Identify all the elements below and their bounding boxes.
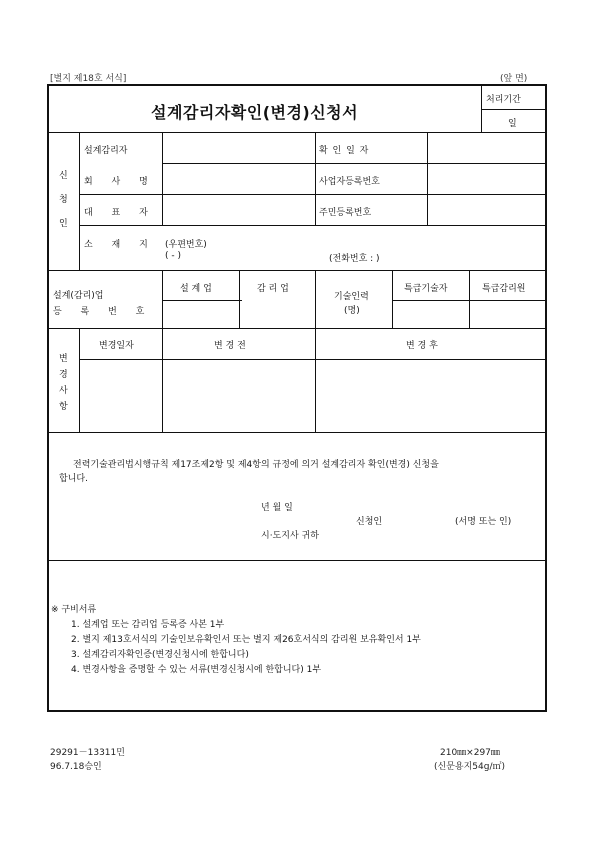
processing-period-value: 일 — [508, 119, 517, 129]
changes-section-char: 변 — [59, 354, 68, 364]
postal-code-blank: ( - ) — [165, 251, 181, 261]
technical-staff-unit: (명) — [344, 306, 360, 316]
applicant-section-char: 청 — [59, 195, 68, 205]
change-date-header: 변경일자 — [99, 341, 134, 351]
registration-label-top: 설계(감리)업 — [53, 291, 104, 301]
required-document-item: 4. 변경사항을 증명할 수 있는 서류(변경신청시에 한합니다) 1부 — [71, 665, 322, 675]
paper-size: 210㎜×297㎜ — [440, 748, 500, 758]
before-change-header: 변 경 전 — [214, 341, 246, 351]
special-supervisor-header: 특급감리원 — [482, 284, 526, 294]
technical-staff-header: 기술인력 — [334, 292, 369, 302]
changes-section-char: 사 — [59, 386, 68, 396]
required-document-item: 1. 설계업 또는 감리업 등록증 사본 1부 — [71, 620, 225, 630]
page-side-label: (앞 면) — [500, 74, 528, 84]
approval-date: 96.7.18승인 — [50, 762, 102, 772]
phone-number-label: (전화번호 : ) — [329, 254, 380, 264]
statement-line-1: 전력기술관리법시행규칙 제17조제2항 및 제4항의 규정에 의거 설계감리자 확인(변경) 신청을 — [73, 460, 439, 470]
location-label: 소 재 지 — [84, 240, 156, 250]
confirm-date-label: 확 인 일 자 — [319, 146, 370, 156]
applicant-section-char: 인 — [59, 219, 68, 229]
form-code: 29291－13311민 — [50, 748, 125, 758]
changes-section-char: 경 — [59, 370, 68, 380]
statement-line-2: 합니다. — [59, 474, 88, 484]
registration-label-bottom: 등 록 번 호 — [53, 307, 153, 317]
applicant-section-char: 신 — [59, 171, 68, 181]
application-form-frame — [47, 84, 547, 712]
postal-code-label: (우편번호) — [165, 240, 207, 250]
representative-label: 대 표 자 — [84, 208, 156, 218]
company-name-label: 회 사 명 — [84, 177, 156, 187]
supervision-business-header: 감 리 업 — [257, 284, 289, 294]
changes-section-char: 항 — [59, 402, 68, 412]
after-change-header: 변 경 후 — [406, 341, 438, 351]
resident-number-label: 주민등록번호 — [319, 208, 372, 218]
addressee: 시·도지사 귀하 — [261, 531, 319, 541]
applicant-signature-label: 신청인 — [356, 517, 383, 527]
design-business-header: 설 계 업 — [180, 284, 212, 294]
form-title: 설계감리자확인(변경)신청서 — [151, 103, 359, 122]
required-documents-heading: ※ 구비서류 — [51, 605, 97, 615]
signature-or-seal-label: (서명 또는 인) — [455, 517, 512, 527]
processing-period-label: 처리기간 — [486, 95, 521, 105]
special-technician-header: 특급기술자 — [404, 284, 448, 294]
business-number-label: 사업자등록번호 — [319, 177, 380, 187]
paper-type: (신문용지54g/㎡) — [434, 762, 505, 772]
form-number: [별지 제18호 서식] — [50, 74, 127, 84]
designer-label: 설계감리자 — [84, 146, 128, 156]
required-document-item: 3. 설계감리자확인증(변경신청시에 한합니다) — [71, 650, 249, 660]
required-document-item: 2. 별지 제13호서식의 기술인보유확인서 또는 별지 제26호서식의 감리원 보유확인서 1부 — [71, 635, 421, 645]
date-line: 년 월 일 — [261, 503, 293, 513]
